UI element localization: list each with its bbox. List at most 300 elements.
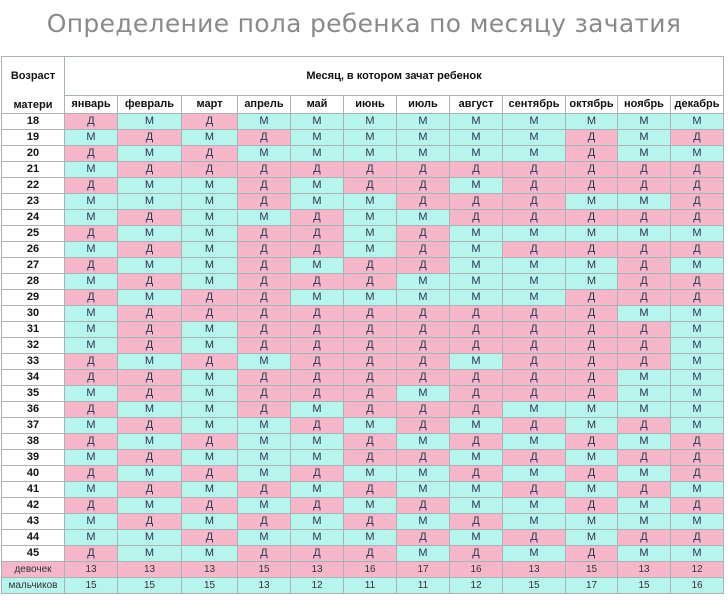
gender-cell: М <box>65 338 118 354</box>
gender-cell: Д <box>450 546 503 562</box>
total-cell: 13 <box>618 562 671 578</box>
gender-cell: М <box>450 130 503 146</box>
age-cell: 36 <box>2 402 65 418</box>
gender-cell: М <box>566 450 618 466</box>
gender-cell: М <box>618 226 671 242</box>
gender-cell: М <box>118 354 182 370</box>
table-row <box>2 466 724 482</box>
age-cell: 23 <box>2 194 65 210</box>
gender-cell: Д <box>344 178 397 194</box>
gender-cell: Д <box>291 386 344 402</box>
age-cell: 31 <box>2 322 65 338</box>
gender-cell: М <box>182 322 238 338</box>
gender-cell: М <box>671 226 724 242</box>
gender-cell: Д <box>182 114 238 130</box>
gender-cell: Д <box>65 434 118 450</box>
gender-cell: М <box>238 434 291 450</box>
gender-cell: М <box>503 226 566 242</box>
month-span-header: Месяц, в котором зачат ребенок <box>65 57 724 96</box>
gender-cell: Д <box>65 178 118 194</box>
total-cell: 12 <box>671 562 724 578</box>
total-cell: 17 <box>397 562 450 578</box>
total-cell: 16 <box>344 562 397 578</box>
gender-cell: М <box>118 290 182 306</box>
gender-cell: Д <box>291 546 344 562</box>
girls-total-row <box>2 562 724 578</box>
gender-cell: М <box>65 482 118 498</box>
gender-cell: Д <box>291 210 344 226</box>
gender-cell: М <box>503 546 566 562</box>
age-cell: 29 <box>2 290 65 306</box>
gender-cell: Д <box>118 210 182 226</box>
gender-cell: М <box>397 482 450 498</box>
gender-cell: Д <box>397 178 450 194</box>
gender-cell: М <box>118 226 182 242</box>
gender-cell: М <box>450 242 503 258</box>
gender-cell: Д <box>618 290 671 306</box>
gender-cell: М <box>503 466 566 482</box>
gender-cell: М <box>671 386 724 402</box>
gender-cell: Д <box>566 130 618 146</box>
age-cell: 21 <box>2 162 65 178</box>
total-cell: 13 <box>291 562 344 578</box>
gender-cell: М <box>65 274 118 290</box>
gender-cell: М <box>618 402 671 418</box>
gender-cell: М <box>291 178 344 194</box>
month-header: март <box>182 96 238 114</box>
gender-cell: Д <box>566 210 618 226</box>
gender-cell: Д <box>238 338 291 354</box>
gender-cell: Д <box>450 370 503 386</box>
gender-cell: М <box>503 514 566 530</box>
gender-cell: Д <box>618 482 671 498</box>
gender-cell: Д <box>671 194 724 210</box>
age-cell: 30 <box>2 306 65 322</box>
gender-cell: Д <box>397 354 450 370</box>
table-row <box>2 402 724 418</box>
gender-cell: Д <box>238 370 291 386</box>
gender-cell: Д <box>450 402 503 418</box>
table-row <box>2 114 724 130</box>
table-row <box>2 530 724 546</box>
gender-cell: Д <box>344 274 397 290</box>
gender-cell: Д <box>566 322 618 338</box>
gender-cell: М <box>238 146 291 162</box>
gender-cell: Д <box>618 178 671 194</box>
gender-cell: Д <box>566 178 618 194</box>
gender-cell: М <box>238 418 291 434</box>
gender-cell: М <box>118 194 182 210</box>
age-cell: 42 <box>2 498 65 514</box>
gender-cell: Д <box>618 418 671 434</box>
gender-cell: М <box>182 402 238 418</box>
gender-cell: М <box>397 130 450 146</box>
total-cell: 16 <box>671 578 724 594</box>
gender-cell: Д <box>397 242 450 258</box>
gender-cell: М <box>291 130 344 146</box>
gender-cell: М <box>397 114 450 130</box>
gender-cell: М <box>503 146 566 162</box>
age-header-line1: Возраст <box>10 70 56 82</box>
gender-cell: М <box>397 210 450 226</box>
gender-cell: М <box>291 114 344 130</box>
total-cell: 17 <box>566 578 618 594</box>
gender-cell: Д <box>291 242 344 258</box>
table-row <box>2 322 724 338</box>
month-header: июль <box>397 96 450 114</box>
gender-cell: М <box>291 450 344 466</box>
table-row <box>2 418 724 434</box>
table-row <box>2 450 724 466</box>
gender-cell: Д <box>397 226 450 242</box>
gender-cell: М <box>238 466 291 482</box>
gender-cell: Д <box>238 546 291 562</box>
gender-cell: Д <box>65 354 118 370</box>
gender-cell: Д <box>450 434 503 450</box>
table-row <box>2 546 724 562</box>
gender-cell: М <box>118 466 182 482</box>
table-row <box>2 146 724 162</box>
gender-cell: М <box>618 498 671 514</box>
gender-cell: М <box>344 114 397 130</box>
gender-cell: М <box>238 450 291 466</box>
gender-cell: М <box>182 226 238 242</box>
gender-cell: М <box>450 146 503 162</box>
gender-cell: М <box>118 498 182 514</box>
gender-cell: Д <box>238 130 291 146</box>
gender-cell: Д <box>182 290 238 306</box>
gender-cell: Д <box>397 194 450 210</box>
gender-cell: М <box>65 530 118 546</box>
gender-cell: Д <box>503 370 566 386</box>
gender-cell: М <box>671 146 724 162</box>
gender-cell: Д <box>397 402 450 418</box>
gender-cell: М <box>291 146 344 162</box>
gender-cell: М <box>503 290 566 306</box>
gender-cell: М <box>65 322 118 338</box>
gender-cell: Д <box>118 482 182 498</box>
conception-table <box>1 56 724 594</box>
gender-cell: Д <box>344 322 397 338</box>
gender-cell: Д <box>566 370 618 386</box>
gender-cell: Д <box>503 322 566 338</box>
gender-cell: Д <box>118 386 182 402</box>
age-cell: 19 <box>2 130 65 146</box>
gender-cell: М <box>118 258 182 274</box>
gender-cell: М <box>397 514 450 530</box>
gender-cell: М <box>344 530 397 546</box>
gender-cell: Д <box>566 306 618 322</box>
total-cell: 12 <box>291 578 344 594</box>
table-row <box>2 370 724 386</box>
gender-cell: М <box>503 402 566 418</box>
table-row <box>2 514 724 530</box>
total-cell: 13 <box>238 578 291 594</box>
gender-cell: М <box>397 466 450 482</box>
gender-cell: Д <box>65 498 118 514</box>
gender-cell: Д <box>344 258 397 274</box>
total-cell: 15 <box>566 562 618 578</box>
gender-cell: Д <box>566 546 618 562</box>
gender-cell: М <box>182 274 238 290</box>
gender-cell: М <box>65 450 118 466</box>
gender-cell: М <box>344 466 397 482</box>
gender-cell: М <box>344 498 397 514</box>
gender-cell: М <box>397 146 450 162</box>
gender-cell: М <box>65 194 118 210</box>
page-title: Определение пола ребенка по месяцу зачатия <box>46 9 682 38</box>
gender-cell: М <box>671 546 724 562</box>
gender-cell: М <box>118 546 182 562</box>
gender-cell: Д <box>671 466 724 482</box>
age-cell: 20 <box>2 146 65 162</box>
age-cell: 25 <box>2 226 65 242</box>
gender-cell: М <box>344 146 397 162</box>
gender-cell: Д <box>182 162 238 178</box>
gender-cell: Д <box>344 306 397 322</box>
table-row <box>2 194 724 210</box>
gender-cell: М <box>238 530 291 546</box>
gender-cell: Д <box>397 322 450 338</box>
gender-cell: Д <box>450 466 503 482</box>
gender-cell: Д <box>182 498 238 514</box>
gender-cell: Д <box>618 530 671 546</box>
gender-cell: Д <box>65 258 118 274</box>
gender-cell: М <box>450 258 503 274</box>
gender-cell: Д <box>182 354 238 370</box>
gender-cell: Д <box>118 418 182 434</box>
gender-cell: М <box>344 210 397 226</box>
gender-cell: Д <box>291 322 344 338</box>
month-header: ноябрь <box>618 96 671 114</box>
gender-cell: Д <box>566 162 618 178</box>
gender-cell: М <box>291 530 344 546</box>
gender-cell: Д <box>344 482 397 498</box>
gender-cell: М <box>397 546 450 562</box>
age-cell: 28 <box>2 274 65 290</box>
gender-cell: М <box>182 386 238 402</box>
gender-cell: Д <box>397 498 450 514</box>
gender-cell: М <box>118 402 182 418</box>
gender-cell: М <box>450 418 503 434</box>
gender-cell: Д <box>450 194 503 210</box>
age-cell: 40 <box>2 466 65 482</box>
gender-cell: М <box>671 514 724 530</box>
gender-cell: М <box>291 194 344 210</box>
gender-cell: Д <box>291 274 344 290</box>
gender-cell: Д <box>671 210 724 226</box>
total-cell: 15 <box>238 562 291 578</box>
gender-cell: М <box>238 210 291 226</box>
age-cell: 44 <box>2 530 65 546</box>
gender-cell: Д <box>118 306 182 322</box>
boys-total-row <box>2 578 724 594</box>
total-cell: 15 <box>618 578 671 594</box>
total-cell: 13 <box>503 562 566 578</box>
gender-cell: М <box>65 242 118 258</box>
gender-cell: М <box>182 258 238 274</box>
gender-cell: Д <box>566 466 618 482</box>
gender-cell: Д <box>182 434 238 450</box>
gender-cell: Д <box>566 338 618 354</box>
age-cell: 45 <box>2 546 65 562</box>
gender-cell: Д <box>344 546 397 562</box>
table-row <box>2 498 724 514</box>
gender-cell: Д <box>238 242 291 258</box>
gender-cell: Д <box>671 498 724 514</box>
gender-cell: Д <box>397 258 450 274</box>
gender-cell: М <box>450 274 503 290</box>
month-header: октябрь <box>566 96 618 114</box>
gender-cell: М <box>182 370 238 386</box>
gender-cell: Д <box>118 322 182 338</box>
table-row <box>2 226 724 242</box>
gender-cell: М <box>618 114 671 130</box>
gender-cell: Д <box>618 354 671 370</box>
gender-cell: Д <box>503 178 566 194</box>
gender-cell: Д <box>671 434 724 450</box>
gender-cell: М <box>65 306 118 322</box>
age-column-header <box>2 57 65 114</box>
gender-cell: М <box>65 386 118 402</box>
gender-cell: Д <box>566 434 618 450</box>
gender-cell: Д <box>182 146 238 162</box>
age-cell: 39 <box>2 450 65 466</box>
gender-cell: Д <box>450 386 503 402</box>
gender-cell: Д <box>238 194 291 210</box>
gender-cell: Д <box>450 514 503 530</box>
gender-cell: Д <box>397 338 450 354</box>
gender-cell: М <box>65 162 118 178</box>
gender-cell: Д <box>566 498 618 514</box>
gender-cell: М <box>503 114 566 130</box>
gender-cell: М <box>671 370 724 386</box>
gender-cell: М <box>450 482 503 498</box>
table-row <box>2 178 724 194</box>
gender-cell: Д <box>671 178 724 194</box>
header-row-top <box>2 57 724 96</box>
gender-cell: Д <box>291 226 344 242</box>
total-cell: 15 <box>118 578 182 594</box>
gender-cell: Д <box>182 466 238 482</box>
total-cell: 12 <box>450 578 503 594</box>
gender-cell: Д <box>344 514 397 530</box>
month-header: май <box>291 96 344 114</box>
gender-cell: Д <box>291 370 344 386</box>
table-row <box>2 274 724 290</box>
gender-cell: Д <box>503 210 566 226</box>
gender-cell: М <box>618 194 671 210</box>
gender-cell: М <box>344 130 397 146</box>
age-cell: 18 <box>2 114 65 130</box>
table-row <box>2 434 724 450</box>
table-row <box>2 354 724 370</box>
gender-cell: М <box>118 530 182 546</box>
gender-cell: М <box>344 418 397 434</box>
gender-cell: М <box>344 290 397 306</box>
gender-cell: М <box>450 498 503 514</box>
gender-cell: М <box>182 210 238 226</box>
gender-cell: Д <box>344 434 397 450</box>
gender-cell: М <box>450 290 503 306</box>
gender-cell: М <box>182 194 238 210</box>
gender-cell: Д <box>618 242 671 258</box>
total-cell: 13 <box>182 562 238 578</box>
gender-cell: М <box>671 402 724 418</box>
gender-cell: Д <box>238 226 291 242</box>
total-cell: 13 <box>118 562 182 578</box>
gender-cell: М <box>118 178 182 194</box>
gender-cell: М <box>238 354 291 370</box>
gender-cell: Д <box>291 354 344 370</box>
gender-cell: Д <box>65 402 118 418</box>
age-cell: 34 <box>2 370 65 386</box>
gender-cell: Д <box>503 354 566 370</box>
gender-cell: М <box>291 434 344 450</box>
gender-cell: Д <box>291 418 344 434</box>
gender-cell: Д <box>503 162 566 178</box>
gender-cell: Д <box>450 306 503 322</box>
gender-cell: М <box>182 338 238 354</box>
gender-cell: М <box>503 498 566 514</box>
gender-cell: М <box>566 274 618 290</box>
gender-cell: Д <box>503 418 566 434</box>
gender-cell: М <box>503 130 566 146</box>
month-header: декабрь <box>671 96 724 114</box>
gender-cell: Д <box>344 450 397 466</box>
gender-cell: М <box>671 258 724 274</box>
gender-cell: М <box>566 226 618 242</box>
gender-cell: Д <box>291 498 344 514</box>
month-header: август <box>450 96 503 114</box>
gender-cell: М <box>618 386 671 402</box>
gender-cell: М <box>566 530 618 546</box>
age-cell: 33 <box>2 354 65 370</box>
gender-cell: Д <box>344 370 397 386</box>
gender-cell: М <box>618 546 671 562</box>
gender-cell: М <box>566 194 618 210</box>
age-cell: 43 <box>2 514 65 530</box>
gender-cell: Д <box>118 370 182 386</box>
gender-cell: М <box>618 370 671 386</box>
gender-cell: Д <box>503 530 566 546</box>
gender-cell: Д <box>238 274 291 290</box>
gender-cell: Д <box>671 290 724 306</box>
gender-cell: Д <box>65 226 118 242</box>
gender-cell: Д <box>618 258 671 274</box>
gender-cell: Д <box>618 162 671 178</box>
gender-cell: Д <box>118 130 182 146</box>
gender-cell: Д <box>450 210 503 226</box>
table-row <box>2 130 724 146</box>
table-row <box>2 338 724 354</box>
gender-cell: М <box>671 418 724 434</box>
gender-cell: М <box>182 546 238 562</box>
gender-cell: Д <box>618 450 671 466</box>
gender-cell: М <box>238 498 291 514</box>
gender-cell: Д <box>238 482 291 498</box>
gender-cell: Д <box>503 242 566 258</box>
gender-cell: Д <box>182 530 238 546</box>
age-cell: 24 <box>2 210 65 226</box>
gender-cell: Д <box>65 466 118 482</box>
gender-cell: М <box>65 514 118 530</box>
gender-cell: М <box>397 434 450 450</box>
gender-cell: Д <box>118 242 182 258</box>
gender-cell: М <box>503 434 566 450</box>
gender-cell: Д <box>344 402 397 418</box>
gender-cell: Д <box>118 514 182 530</box>
